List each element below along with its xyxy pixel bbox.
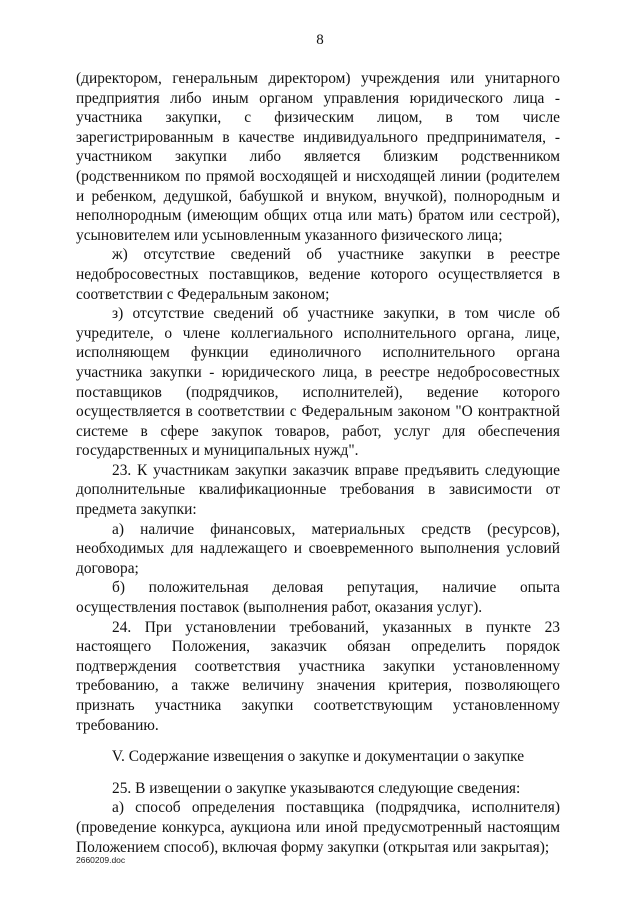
paragraph-23: 23. К участникам закупки заказчик вправе предъявить следующие дополнительные квалификационные требования в зависимости от предмета закупки: <box>76 461 560 519</box>
paragraph-continuation: (директором, генеральным директором) учреждения или унитарного предприятия либо иным органом управления юридического лица - участника закупки, с физическим лицом, в том числе зарегистрированным в качестве индивидуального предпринимателя, - участником закупки либо является близким родственником (родственником по прямой восходящей и нисходящей линии (родителем и ребенком, дедушкой, бабушкой и внуком, внучкой), полнородным и неполнородным (имеющим общих отца или мать) братом или сестрой), усыновителем или усыновленным указанного физического лица; <box>76 70 560 244</box>
paragraph-25: 25. В извещении о закупке указываются следующие сведения: <box>112 779 521 797</box>
document-body <box>76 69 560 857</box>
footer-filename: 2660209.doc <box>76 855 126 865</box>
paragraph-25-a: а) способ определения поставщика (подрядчика, исполнителя) (проведение конкурса, аукциона или иной предусмотренный настоящим Положением способ), включая форму закупки (открытая или закрытая); <box>76 799 560 856</box>
paragraph-23-a: а) наличие финансовых, материальных средств (ресурсов), необходимых для надлежащего и своевременного выполнения условий договора; <box>76 520 560 577</box>
paragraph-item-zh: ж) отсутствие сведений об участнике закупки в реестре недобросовестных поставщиков, ведение которого осуществляется в соответствии с Федеральным законом; <box>76 246 560 303</box>
paragraph-24: 24. При установлении требований, указанных в пункте 23 настоящего Положения, заказчик обязан определить порядок подтверждения соответствия участника закупки установленному требованию, а также величину значения критерия, позволяющего признать участника закупки соответствующим установленному требованию. <box>76 618 560 734</box>
section-heading: V. Содержание извещения о закупке и документации о закупке <box>111 748 525 766</box>
paragraph-23-b: б) положительная деловая репутация, наличие опыта осуществления поставок (выполнения работ, оказания услуг). <box>76 579 560 617</box>
paragraph-item-z: з) отсутствие сведений об участнике закупки, в том числе об учредителе, о члене коллегиального исполнительного органа, лице, исполняющем функции единоличного исполнительного органа участника закупки - юридического лица, в реестре недобросовестных поставщиков (подрядчиков, исполнителей), ведение которого осуществляется в соответствии с Федеральным законом "О контрактной системе в сфере закупок товаров, работ, услуг для обеспечения государственных и муниципальных нужд". <box>76 305 560 460</box>
page-number: 8 <box>316 32 324 48</box>
